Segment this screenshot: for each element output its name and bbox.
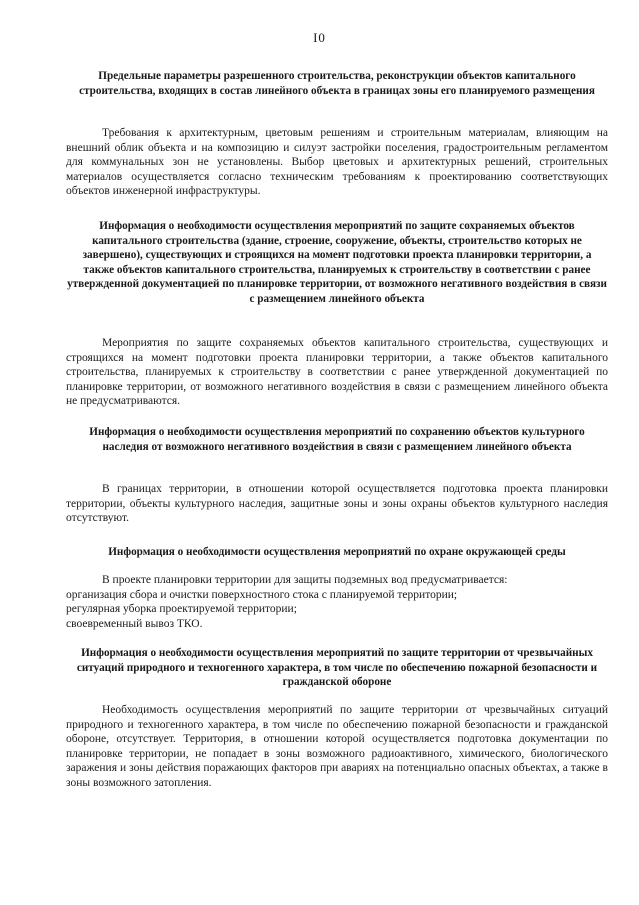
section-text-emergency-protection: Необходимость осуществления мероприятий по защите территории от чрезвычайных ситуаций природного и техногенного характера, в том числе по обеспечению пожарной безопасности и гражданской обороне, отсутствует. Территория, в отношении которой осуществляется подготовка документации по планировке территории, не попадает в зоны возможного радиоактивного, химического, биологического заражения и зоны действия поражающих факторов при авариях на потенциально опасных объектах, а также в зоны возможного затопления.	[66, 704, 608, 789]
page-number: I0	[313, 30, 326, 45]
list-intro: В проекте планировки территории для защиты подземных вод предусматривается:	[102, 574, 508, 586]
section-heading-environment: Информация о необходимости осуществления мероприятий по охране окружающей среды	[108, 546, 566, 558]
section-heading-protection-of-buildings: Информация о необходимости осуществления мероприятий по защите сохраняемых объектов капитального строительства (здание, строение, сооружение, объекты, строительство которых не завершено), существующих и строящихся на момент подготовки проекта планировки территории, а также объектов капитального строительства, планируемых к строительству в соответствии с ранее утвержденной документацией по планировке территории, от возможного негативного воздействия в связи с размещением линейного объекта	[67, 220, 607, 305]
list-item: своевременный вывоз ТКО.	[66, 617, 203, 630]
list-item: регулярная уборка проектируемой территории;	[66, 603, 297, 616]
section-text-construction-parameters: Требования к архитектурным, цветовым решениям и строительным материалам, влияющим на внешний облик объекта и на композицию и силуэт застройки поселения, градостроительным регламентом для коммунальных зон не установлены. Выбор цветовых и архитектурных решений, строительных материалов осуществляется согласно техническим требованиям к проектированию соответствующих объектов инженерной инфраструктуры.	[66, 127, 608, 198]
section-heading-cultural-heritage: Информация о необходимости осуществления мероприятий по сохранению объектов культурного наследия от возможного негативного воздействия в связи с размещением линейного объекта	[89, 426, 585, 453]
section-heading-emergency-protection: Информация о необходимости осуществления мероприятий по защите территории от чрезвычайных ситуаций природного и техногенного характера, в том числе по обеспечению пожарной безопасности и гражданской обороне	[76, 647, 598, 688]
section-text-cultural-heritage: В границах территории, в отношении которой осуществляется подготовка проекта планировки территории, объекты культурного наследия, защитные зоны и зоны охраны объектов культурного наследия отсутствуют.	[66, 483, 608, 525]
environment-measures-list	[66, 573, 608, 631]
section-heading-construction-parameters: Предельные параметры разрешенного строительства, реконструкции объектов капитального строительства, входящих в состав линейного объекта в границах зоны его планируемого размещения	[79, 70, 595, 97]
section-text-protection-of-buildings: Мероприятия по защите сохраняемых объектов капитального строительства, существующих и строящихся на момент подготовки проекта планировки территории, а также объектов капитального строительства, планируемых к строительству в соответствии с ранее утвержденной документацией по планировке территории, от возможного негативного воздействия в связи с размещением линейного объекта не предусматриваются.	[66, 337, 608, 408]
list-item: организация сбора и очистки поверхностного стока с планируемой территории;	[66, 588, 458, 601]
